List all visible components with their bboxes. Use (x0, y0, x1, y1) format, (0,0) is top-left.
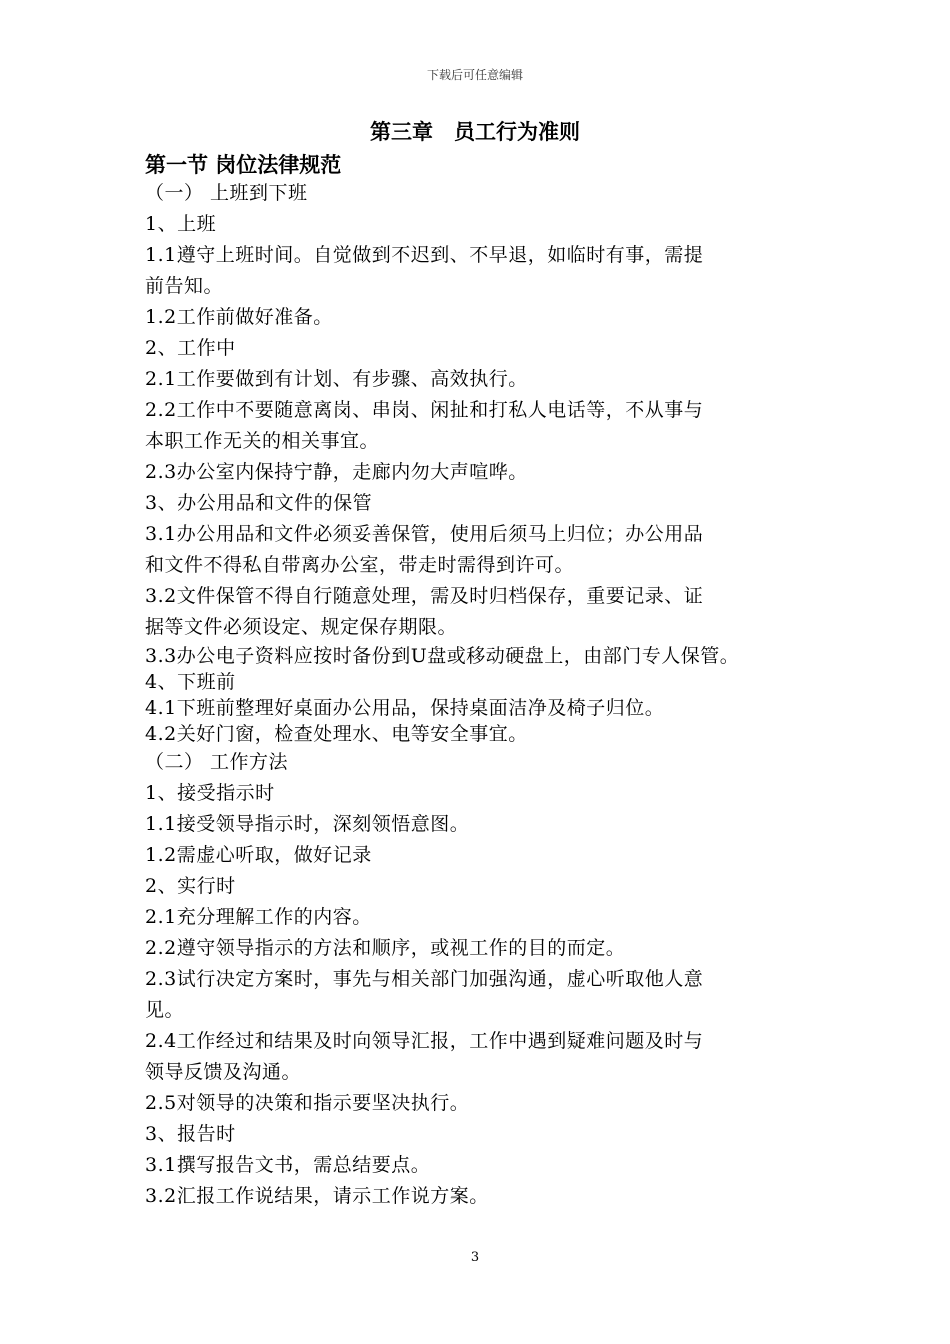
text-line: 4.1下班前整理好桌面办公用品，保持桌面洁净及椅子归位。 (145, 697, 665, 719)
text-line: 2.1充分理解工作的内容。 (145, 906, 372, 928)
text-line: 2.2工作中不要随意离岗、串岗、闲扯和打私人电话等，不从事与 (145, 399, 704, 421)
text-line: 3.1办公用品和文件必须妥善保管，使用后须马上归位；办公用品 (145, 523, 704, 545)
page-number: 3 (470, 1250, 480, 1265)
text-line: 据等文件必须设定、规定保存期限。 (145, 616, 458, 638)
page-header: 下载后可任意编辑 (426, 68, 523, 82)
text-line: 前告知。 (145, 275, 224, 297)
text-line: 4、下班前 (145, 671, 236, 693)
text-line: 2.1工作要做到有计划、有步骤、高效执行。 (145, 368, 528, 390)
text-line: 4.2关好门窗，检查处理水、电等安全事宜。 (145, 723, 528, 745)
text-line: 3.3办公电子资料应按时备份到U盘或移动硬盘上，由部门专人保管。 (145, 645, 740, 667)
text-line: 和文件不得私自带离办公室，带走时需得到许可。 (145, 554, 575, 576)
text-line: 3、报告时 (145, 1123, 236, 1145)
section-title: 第一节 岗位法律规范 (145, 152, 342, 177)
text-line: 3、办公用品和文件的保管 (145, 492, 373, 514)
document-body (145, 178, 835, 1212)
text-line: 见。 (145, 999, 185, 1021)
text-line: 2、工作中 (145, 337, 236, 359)
text-line: 2.3试行决定方案时，事先与相关部门加强沟通，虚心听取他人意 (145, 968, 704, 990)
text-line: 2.2遵守领导指示的方法和顺序，或视工作的目的而定。 (145, 937, 626, 959)
text-line: 1、接受指示时 (145, 782, 275, 804)
text-line: 3.1撰写报告文书，需总结要点。 (145, 1154, 431, 1176)
text-line: 3.2汇报工作说结果，请示工作说方案。 (145, 1185, 489, 1207)
text-line: 本职工作无关的相关事宜。 (145, 430, 380, 452)
text-line: 3.2文件保管不得自行随意处理，需及时归档保存，重要记录、证 (145, 585, 704, 607)
text-line: 1.1遵守上班时间。自觉做到不迟到、不早退，如临时有事，需提 (145, 244, 704, 266)
text-line: 2.3办公室内保持宁静，走廊内勿大声喧哗。 (145, 461, 528, 483)
text-line: 1.1接受领导指示时，深刻领悟意图。 (145, 813, 470, 835)
text-line: 2.5对领导的决策和指示要坚决执行。 (145, 1092, 470, 1114)
text-line: 2.4工作经过和结果及时向领导汇报，工作中遇到疑难问题及时与 (145, 1030, 704, 1052)
text-line: 1.2工作前做好准备。 (145, 306, 333, 328)
text-line: 1.2需虚心听取，做好记录 (145, 844, 372, 866)
chapter-title: 第三章 员工行为准则 (370, 119, 580, 144)
text-line: （二） 工作方法 (145, 751, 289, 773)
text-line: 1、上班 (145, 213, 217, 235)
text-line: （一） 上班到下班 (145, 182, 308, 204)
text-line: 2、实行时 (145, 875, 236, 897)
text-line: 领导反馈及沟通。 (145, 1061, 302, 1083)
